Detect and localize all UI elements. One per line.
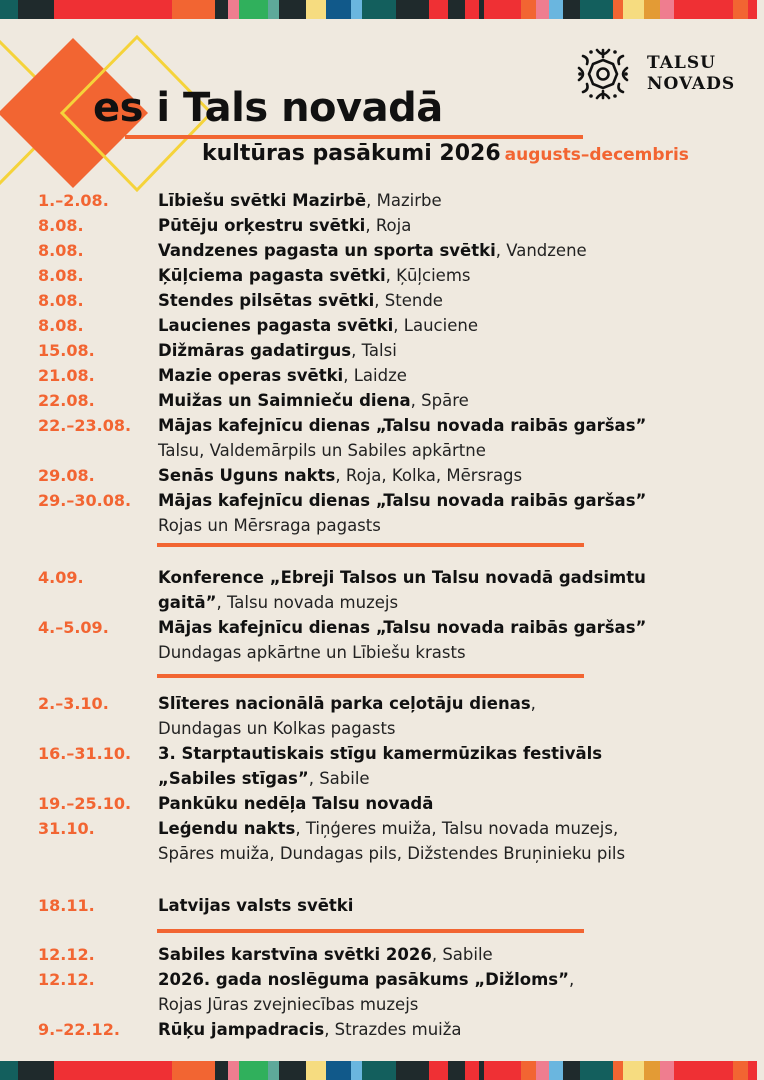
event-row	[0, 366, 764, 391]
event-date: 8.08.	[38, 266, 84, 285]
stripe-segment	[580, 0, 613, 19]
event-location: , Spāre	[410, 391, 469, 410]
stripe-segment	[448, 0, 465, 19]
event-text	[158, 618, 646, 637]
stripe-segment	[18, 1061, 54, 1080]
event-text	[158, 819, 618, 838]
stripe-segment	[429, 1061, 448, 1080]
stripe-segment	[239, 1061, 268, 1080]
event-name: Sabiles karstvīna svētki 2026	[158, 945, 432, 964]
event-location: Rojas Jūras zvejniecības muzejs	[158, 995, 419, 1014]
event-row	[0, 466, 764, 491]
event-row	[0, 391, 764, 416]
stripe-segment	[644, 1061, 660, 1080]
event-name: Pankūku nedēļa Talsu novadā	[158, 794, 434, 813]
event-row	[0, 618, 764, 643]
event-name: 3. Starptautiskais stīgu kamermūzikas festivāls	[158, 744, 603, 763]
event-text	[158, 491, 646, 510]
month-divider	[157, 929, 584, 933]
month-divider	[157, 543, 584, 547]
event-date: 22.08.	[38, 391, 95, 410]
event-location: Talsu, Valdemārpils un Sabiles apkārtne	[158, 441, 486, 460]
event-row	[0, 694, 764, 719]
stripe-segment	[536, 0, 549, 19]
event-name: Leģendu nakts	[158, 819, 296, 838]
event-name: Latvijas valsts svētki	[158, 896, 354, 915]
stripe-segment	[306, 0, 326, 19]
event-row	[0, 970, 764, 995]
stripe-segment	[362, 1061, 396, 1080]
sun-ornament-icon	[575, 46, 631, 102]
event-name: 2026. gada noslēguma pasākums „Dižloms”	[158, 970, 569, 989]
event-row	[0, 593, 764, 618]
event-row	[0, 441, 764, 466]
event-date: 1.–2.08.	[38, 191, 109, 210]
event-row	[0, 341, 764, 366]
event-location: , Tiņģeres muiža, Talsu novada muzejs,	[295, 819, 619, 838]
event-row	[0, 819, 764, 844]
event-name: gaitā”	[158, 593, 217, 612]
stripe-segment	[396, 1061, 429, 1080]
event-name: Lībiešu svētki Mazirbē	[158, 191, 367, 210]
event-text	[158, 593, 398, 612]
event-location: , Roja	[365, 216, 412, 235]
stripe-segment	[644, 0, 660, 19]
event-name: Ķūļciema pagasta svētki	[158, 266, 386, 285]
stripe-segment	[465, 0, 479, 19]
event-date: 18.11.	[38, 896, 95, 915]
stripe-segment	[748, 0, 757, 19]
event-location: , Strazdes muiža	[324, 1020, 462, 1039]
event-row	[0, 896, 764, 921]
event-location: ,	[530, 694, 536, 713]
stripe-segment	[326, 0, 351, 19]
event-text	[158, 516, 381, 535]
event-text	[158, 719, 396, 738]
stripe-segment	[580, 1061, 613, 1080]
event-text	[158, 995, 418, 1014]
event-text	[158, 794, 433, 813]
stripe-segment	[549, 0, 563, 19]
stripe-segment	[465, 1061, 479, 1080]
event-text	[158, 769, 370, 788]
stripe-segment	[674, 0, 733, 19]
stripe-segment	[172, 1061, 215, 1080]
stripe-segment	[748, 1061, 757, 1080]
event-text	[158, 216, 411, 235]
stripe-segment	[484, 1061, 521, 1080]
stripe-segment	[674, 1061, 733, 1080]
event-row	[0, 316, 764, 341]
stripe-segment	[660, 1061, 674, 1080]
decorative-stripe-bottom	[0, 1061, 764, 1080]
event-location: , Ķūļciems	[385, 266, 471, 285]
event-row	[0, 744, 764, 769]
event-date: 15.08.	[38, 341, 95, 360]
event-text	[158, 896, 353, 915]
event-date: 4.–5.09.	[38, 618, 109, 637]
event-location: ,	[568, 970, 575, 989]
event-date: 12.12.	[38, 970, 95, 989]
event-row	[0, 643, 764, 668]
stripe-segment	[623, 1061, 644, 1080]
event-location: , Sabile	[308, 769, 370, 788]
event-location: Dundagas apkārtne un Lībiešu krasts	[158, 643, 466, 662]
stripe-segment	[563, 0, 580, 19]
event-row	[0, 844, 764, 869]
title-underline	[125, 135, 583, 139]
event-text	[158, 970, 574, 989]
event-date: 16.–31.10.	[38, 744, 132, 763]
event-location: , Mazirbe	[366, 191, 442, 210]
event-name: Konference „Ebreji Talsos un Talsu novadā gadsimtu	[158, 568, 646, 587]
event-row	[0, 216, 764, 241]
event-text	[158, 316, 478, 335]
event-row	[0, 568, 764, 593]
stripe-segment	[228, 1061, 239, 1080]
event-location: , Lauciene	[393, 316, 478, 335]
event-row	[0, 416, 764, 441]
event-name: Laucienes pagasta svētki	[158, 316, 394, 335]
stripe-segment	[733, 0, 748, 19]
stripe-segment	[429, 0, 448, 19]
stripe-segment	[351, 1061, 362, 1080]
event-row	[0, 1020, 764, 1045]
event-text	[158, 945, 493, 964]
event-text	[158, 694, 536, 713]
event-row	[0, 191, 764, 216]
event-date: 8.08.	[38, 291, 84, 310]
event-date: 9.–22.12.	[38, 1020, 120, 1039]
event-name: Senās Uguns nakts	[158, 466, 336, 485]
event-date: 4.09.	[38, 568, 84, 587]
page-subtitle	[202, 140, 689, 169]
event-text	[158, 241, 587, 260]
page-title: es i Tals novadā	[93, 85, 443, 131]
event-date: 21.08.	[38, 366, 95, 385]
stripe-segment	[484, 0, 521, 19]
event-text	[158, 416, 646, 435]
event-date: 29.08.	[38, 466, 95, 485]
stripe-segment	[279, 0, 306, 19]
event-text	[158, 844, 625, 863]
stripe-segment	[448, 1061, 465, 1080]
talsu-novads-logo	[575, 46, 735, 102]
event-row	[0, 769, 764, 794]
event-location: Spāres muiža, Dundagas pils, Dižstendes Bruņinieku pils	[158, 844, 626, 863]
stripe-segment	[279, 1061, 306, 1080]
event-row	[0, 719, 764, 744]
subtitle-text: kultūras pasākumi 2026	[202, 141, 501, 166]
event-name: Dižmāras gadatirgus	[158, 341, 352, 360]
stripe-segment	[623, 0, 644, 19]
stripe-segment	[563, 1061, 580, 1080]
stripe-segment	[733, 1061, 748, 1080]
event-text	[158, 341, 397, 360]
event-name: Mājas kafejnīcu dienas „Talsu novada raibās garšas”	[158, 491, 647, 510]
stripe-segment	[351, 0, 362, 19]
stripe-segment	[54, 1061, 172, 1080]
event-row	[0, 516, 764, 541]
event-date: 2.–3.10.	[38, 694, 109, 713]
event-text	[158, 441, 486, 460]
event-location: Rojas un Mērsraga pagasts	[158, 516, 381, 535]
stripe-segment	[215, 1061, 228, 1080]
stripe-segment	[660, 0, 674, 19]
event-text	[158, 366, 407, 385]
stripe-segment	[0, 1061, 18, 1080]
stripe-segment	[268, 1061, 279, 1080]
stripe-segment	[521, 0, 536, 19]
event-text	[158, 266, 471, 285]
event-row	[0, 491, 764, 516]
logo-line-1: TALSU	[647, 53, 716, 73]
event-row	[0, 945, 764, 970]
stripe-segment	[521, 1061, 536, 1080]
event-row	[0, 241, 764, 266]
event-row	[0, 794, 764, 819]
date-range: augusts–decembris	[504, 145, 689, 165]
stripe-segment	[549, 1061, 563, 1080]
event-row	[0, 995, 764, 1020]
event-location: , Sabile	[431, 945, 493, 964]
event-date: 8.08.	[38, 216, 84, 235]
event-name: Slīteres nacionālā parka ceļotāju dienas	[158, 694, 531, 713]
event-name: Pūtēju orķestru svētki	[158, 216, 366, 235]
event-location: , Stende	[374, 291, 443, 310]
event-row	[0, 291, 764, 316]
event-location: , Laidze	[343, 366, 407, 385]
event-text	[158, 568, 646, 587]
event-location: Dundagas un Kolkas pagasts	[158, 719, 396, 738]
event-location: , Talsi	[351, 341, 397, 360]
event-date: 31.10.	[38, 819, 95, 838]
event-name: Mājas kafejnīcu dienas „Talsu novada raibās garšas”	[158, 618, 647, 637]
event-name: Muižas un Saimnieču diena	[158, 391, 411, 410]
event-date: 8.08.	[38, 316, 84, 335]
event-location: , Talsu novada muzejs	[216, 593, 399, 612]
stripe-segment	[613, 1061, 623, 1080]
event-location: , Vandzene	[495, 241, 587, 260]
event-text	[158, 191, 442, 210]
event-date: 22.–23.08.	[38, 416, 132, 435]
event-text	[158, 744, 602, 763]
event-name: „Sabiles stīgas”	[158, 769, 309, 788]
event-name: Mājas kafejnīcu dienas „Talsu novada raibās garšas”	[158, 416, 647, 435]
event-date: 19.–25.10.	[38, 794, 132, 813]
event-name: Rūķu jampadracis	[158, 1020, 325, 1039]
event-text	[158, 466, 522, 485]
event-row	[0, 266, 764, 291]
month-divider	[157, 674, 584, 678]
event-name: Stendes pilsētas svētki	[158, 291, 375, 310]
stripe-segment	[536, 1061, 549, 1080]
event-name: Vandzenes pagasta un sporta svētki	[158, 241, 496, 260]
event-location: , Roja, Kolka, Mērsrags	[335, 466, 523, 485]
event-date: 12.12.	[38, 945, 95, 964]
stripe-segment	[396, 0, 429, 19]
event-date: 8.08.	[38, 241, 84, 260]
event-name: Mazie operas svētki	[158, 366, 344, 385]
logo-line-2: NOVADS	[647, 74, 736, 94]
event-date: 29.–30.08.	[38, 491, 132, 510]
stripe-segment	[326, 1061, 351, 1080]
logo-text	[647, 53, 735, 95]
event-text	[158, 643, 466, 662]
stripe-segment	[613, 0, 623, 19]
event-text	[158, 291, 443, 310]
event-text	[158, 391, 469, 410]
stripe-segment	[306, 1061, 326, 1080]
event-text	[158, 1020, 462, 1039]
stripe-segment	[268, 0, 279, 19]
stripe-segment	[362, 0, 396, 19]
